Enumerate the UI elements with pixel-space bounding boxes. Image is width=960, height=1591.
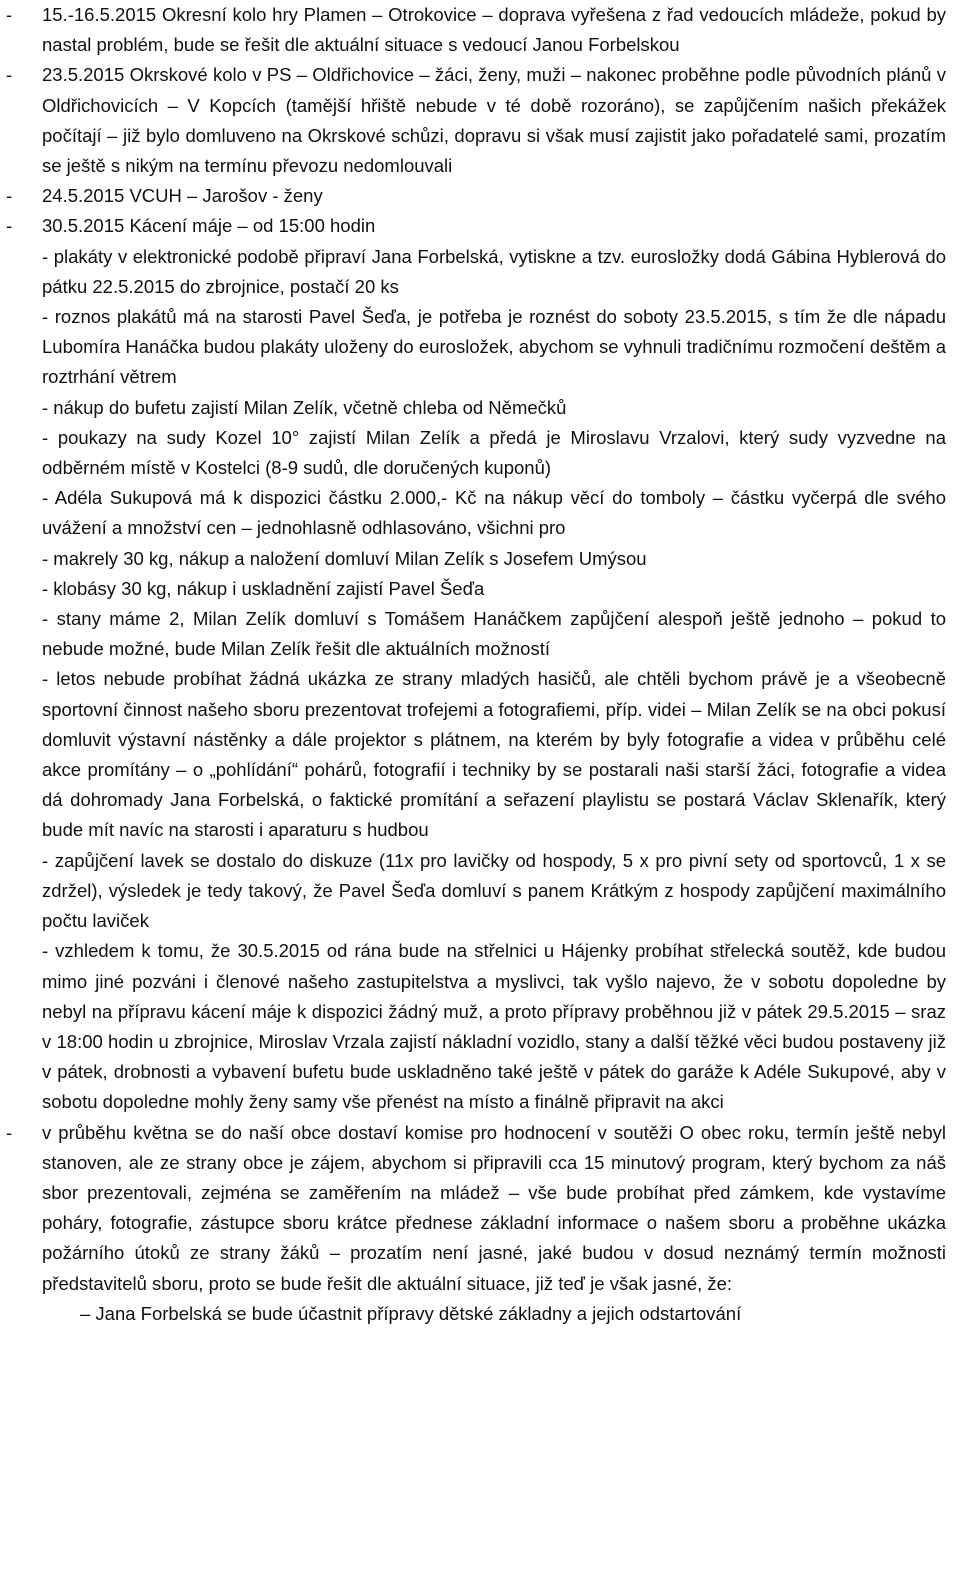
final-line: – Jana Forbelská se bude účastnit přípravy dětské základny a jejich odstartování	[80, 1302, 742, 1324]
list-item-text: 30.5.2015 Kácení máje – od 15:00 hodin	[42, 215, 376, 237]
list-dash: -	[6, 64, 13, 86]
sub-item: - zapůjčení lavek se dostalo do diskuze (11x pro lavičky od hospody, 5 x pro pivní sety od sportovců, 1 x se zdržel), výsledek je tedy takový, že Pavel Šeďa domluví s panem Krátkým z hospody zapůjčení maximálního počtu laviček	[42, 849, 946, 932]
list-dash: -	[6, 1121, 13, 1143]
sub-item: - poukazy na sudy Kozel 10° zajistí Milan Zelík a předá je Miroslavu Vrzalovi, který sudy vyzvedne na odběrném místě v Kostelci (8-9 sudů, dle doručených kuponů)	[42, 426, 946, 479]
sub-item: - vzhledem k tomu, že 30.5.2015 od rána bude na střelnici u Hájenky probíhat střelecká soutěž, kde budou mimo jiné pozváni i členové našeho zastupitelstva a myslivci, tak vyšlo najevo, že v sobotu dopoledne by nebyl na přípravu kácení máje k dispozici žádný muž, a proto přípravy proběhnou již v pátek 29.5.2015 – sraz v 18:00 hodin u zbrojnice, Miroslav Vrzala zajistí nákladní vozidlo, stany a další těžké věci budou postaveny již v pátek, drobnosti a vybavení bufetu bude uskladněno také ještě v pátek do garáže k Adéle Sukupové, aby v sobotu dopoledne mohly ženy samy vše přenést na místo a finálně připravit na akci	[42, 940, 946, 1113]
sub-item: - plakáty v elektronické podobě připraví Jana Forbelská, vytiskne a tzv. eurosložky dodá Gábina Hyblerová do pátku 22.5.2015 do zbrojnice, postačí 20 ks	[42, 245, 946, 297]
list-item	[2, 211, 946, 241]
sub-item: - makrely 30 kg, nákup a naložení domluví Milan Zelík s Josefem Umýsou	[42, 547, 647, 569]
list-dash: -	[6, 4, 13, 25]
list-item-text: 15.-16.5.2015 Okresní kolo hry Plamen – Otrokovice – doprava vyřešena z řad vedoucích mládeže, pokud by nastal problém, bude se řešit dle aktuální situace s vedoucí Janou Forbelskou	[42, 4, 946, 56]
list-dash: -	[6, 185, 13, 207]
sub-item: - stany máme 2, Milan Zelík domluví s Tomášem Hanáčkem zapůjčení alespoň ještě jednoho – pokud to nebude možné, bude Milan Zelík řešit dle aktuálních možností	[42, 608, 946, 660]
list-item	[2, 1118, 946, 1299]
list-item	[2, 60, 946, 181]
sub-item: - roznos plakátů má na starosti Pavel Šeďa, je potřeba je roznést do soboty 23.5.2015, s tím že dle nápadu Lubomíra Hanáčka budou plakáty uloženy do eurosložek, abychom se vyhnuli tradičnímu rozmočení deštěm a roztrhání větrem	[42, 306, 946, 388]
list-item-text: v průběhu května se do naší obce dostaví komise pro hodnocení v soutěži O obec roku, termín ještě nebyl stanoven, ale ze strany obce je zájem, abychom si připravili cca 15 minutový program, který bychom za náš sbor prezentovali, zejména se zaměřením na mládež – vše bude probíhat před zámkem, kde vystavíme poháry, fotografie, zástupce sboru krátce přednese základní informace o našem sboru a proběhne ukázka požárního útoků ze strany žáků – prozatím není jasné, jaké budou v dosud neznámý termín možnosti představitelů sboru, proto se bude řešit dle aktuální situace, již teď je však jasné, že:	[42, 1121, 946, 1294]
sub-item: - nákup do bufetu zajistí Milan Zelík, včetně chleba od Němečků	[42, 396, 567, 418]
list-item	[2, 181, 946, 211]
list-item	[2, 0, 946, 60]
list-item-text: 24.5.2015 VCUH – Jarošov - ženy	[42, 185, 323, 207]
list-dash: -	[6, 215, 13, 237]
sub-item: - letos nebude probíhat žádná ukázka ze strany mladých hasičů, ale chtěli bychom právě je a všeobecně sportovní činnost našeho sboru prezentovat trofejemi a fotografiemi, příp. videi – Milan Zelík se na obci pokusí domluvit výstavní nástěnky a dále projektor s plátnem, na kterém by byly fotografie a videa v průběhu celé akce promítány – o „pohlídání“ pohárů, fotografií i techniky by se postarali naši starší žáci, fotografie a videa dá dohromady Jana Forbelská, o faktické promítání a seřazení playlistu se postará Václav Sklenařík, který bude mít navíc na starosti i aparaturu s hudbou	[42, 668, 946, 841]
sub-item: - Adéla Sukupová má k dispozici částku 2.000,- Kč na nákup věcí do tomboly – částku vyčerpá dle svého uvážení a množství cen – jednohlasně odhlasováno, všichni pro	[42, 487, 946, 539]
list-item-text: 23.5.2015 Okrskové kolo v PS – Oldřichovice – žáci, ženy, muži – nakonec proběhne podle původních plánů v Oldřichovicích – V Kopcích (tamější hřiště nebude v té době rozoráno), se zapůjčením našich překážek počítají – již bylo domluveno na Okrskové schůzi, dopravu si však musí zajistit jako pořadatelé sami, prozatím se ještě s nikým na termínu převozu nedomlouvali	[42, 64, 946, 177]
sub-item: - klobásy 30 kg, nákup i uskladnění zajistí Pavel Šeďa	[42, 577, 485, 599]
